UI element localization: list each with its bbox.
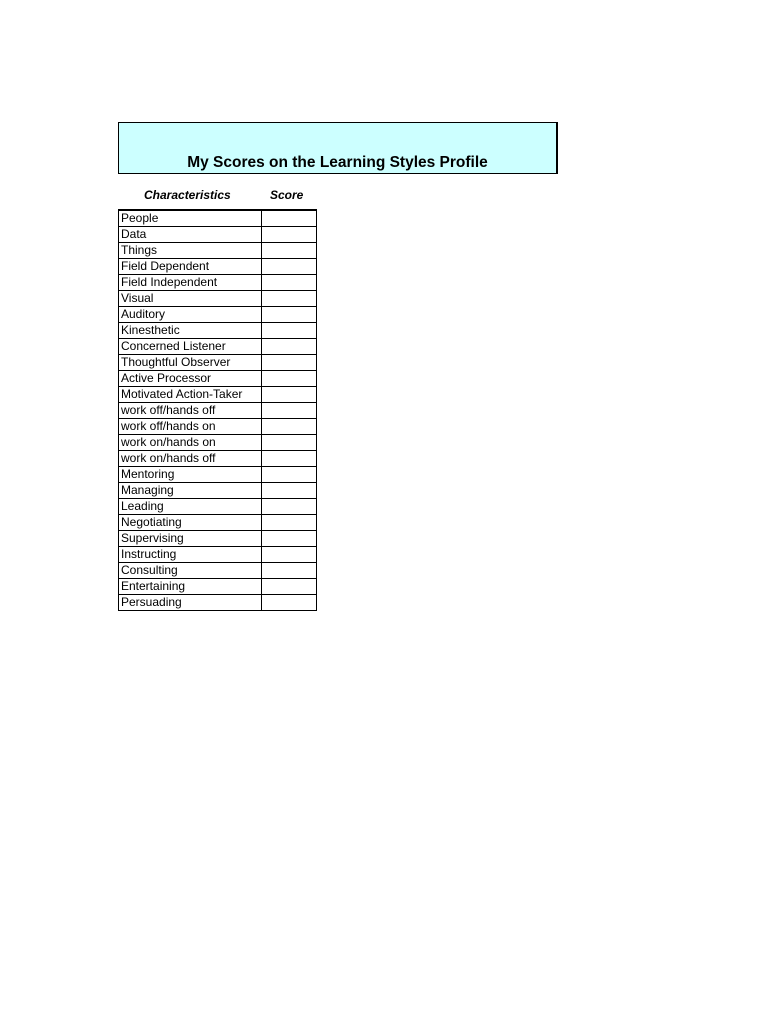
score-cell[interactable]	[262, 483, 317, 499]
table-row	[119, 419, 317, 435]
characteristic-cell: Auditory	[119, 307, 262, 323]
characteristic-cell: Negotiating	[119, 515, 262, 531]
score-cell[interactable]	[262, 387, 317, 403]
characteristic-cell: Leading	[119, 499, 262, 515]
characteristic-cell: Data	[119, 227, 262, 243]
score-cell[interactable]	[262, 579, 317, 595]
score-cell[interactable]	[262, 515, 317, 531]
score-cell[interactable]	[262, 291, 317, 307]
table-row	[119, 307, 317, 323]
score-cell[interactable]	[262, 227, 317, 243]
characteristic-cell: Instructing	[119, 547, 262, 563]
score-cell[interactable]	[262, 275, 317, 291]
characteristic-cell: Thoughtful Observer	[119, 355, 262, 371]
characteristic-cell: Mentoring	[119, 467, 262, 483]
table-row	[119, 387, 317, 403]
score-column-header: Score	[270, 188, 304, 202]
table-row	[119, 467, 317, 483]
score-cell[interactable]	[262, 451, 317, 467]
score-cell[interactable]	[262, 355, 317, 371]
score-cell[interactable]	[262, 210, 317, 227]
table-row	[119, 595, 317, 611]
table-row	[119, 483, 317, 499]
characteristic-cell: Field Independent	[119, 275, 262, 291]
table-row	[119, 547, 317, 563]
characteristic-cell: Managing	[119, 483, 262, 499]
characteristic-cell: Field Dependent	[119, 259, 262, 275]
characteristic-cell: Active Processor	[119, 371, 262, 387]
table-row	[119, 355, 317, 371]
scores-table	[118, 209, 317, 611]
table-row	[119, 499, 317, 515]
characteristics-column-header: Characteristics	[144, 188, 231, 202]
characteristic-cell: Things	[119, 243, 262, 259]
scores-table-body	[119, 210, 317, 611]
characteristic-cell: Supervising	[119, 531, 262, 547]
table-row	[119, 371, 317, 387]
table-row	[119, 515, 317, 531]
characteristic-cell: work on/hands off	[119, 451, 262, 467]
score-cell[interactable]	[262, 259, 317, 275]
table-row	[119, 531, 317, 547]
characteristic-cell: Concerned Listener	[119, 339, 262, 355]
score-cell[interactable]	[262, 595, 317, 611]
characteristic-cell: Entertaining	[119, 579, 262, 595]
table-row	[119, 227, 317, 243]
score-cell[interactable]	[262, 339, 317, 355]
characteristic-cell: Kinesthetic	[119, 323, 262, 339]
table-row	[119, 243, 317, 259]
characteristic-cell: People	[119, 210, 262, 227]
table-row	[119, 323, 317, 339]
table-row	[119, 210, 317, 227]
table-row	[119, 259, 317, 275]
score-cell[interactable]	[262, 563, 317, 579]
table-row	[119, 563, 317, 579]
table-row	[119, 275, 317, 291]
score-cell[interactable]	[262, 371, 317, 387]
score-cell[interactable]	[262, 547, 317, 563]
score-cell[interactable]	[262, 243, 317, 259]
characteristic-cell: Consulting	[119, 563, 262, 579]
title-banner	[118, 122, 558, 174]
table-row	[119, 403, 317, 419]
score-cell[interactable]	[262, 435, 317, 451]
score-cell[interactable]	[262, 403, 317, 419]
characteristic-cell: work off/hands on	[119, 419, 262, 435]
characteristic-cell: Visual	[119, 291, 262, 307]
table-row	[119, 451, 317, 467]
characteristic-cell: work on/hands on	[119, 435, 262, 451]
score-cell[interactable]	[262, 323, 317, 339]
characteristic-cell: work off/hands off	[119, 403, 262, 419]
page-title: My Scores on the Learning Styles Profile	[187, 154, 488, 171]
score-cell[interactable]	[262, 307, 317, 323]
table-row	[119, 339, 317, 355]
table-row	[119, 435, 317, 451]
characteristic-cell: Motivated Action-Taker	[119, 387, 262, 403]
table-row	[119, 579, 317, 595]
score-cell[interactable]	[262, 467, 317, 483]
characteristic-cell: Persuading	[119, 595, 262, 611]
score-cell[interactable]	[262, 419, 317, 435]
score-cell[interactable]	[262, 499, 317, 515]
table-row	[119, 291, 317, 307]
score-cell[interactable]	[262, 531, 317, 547]
